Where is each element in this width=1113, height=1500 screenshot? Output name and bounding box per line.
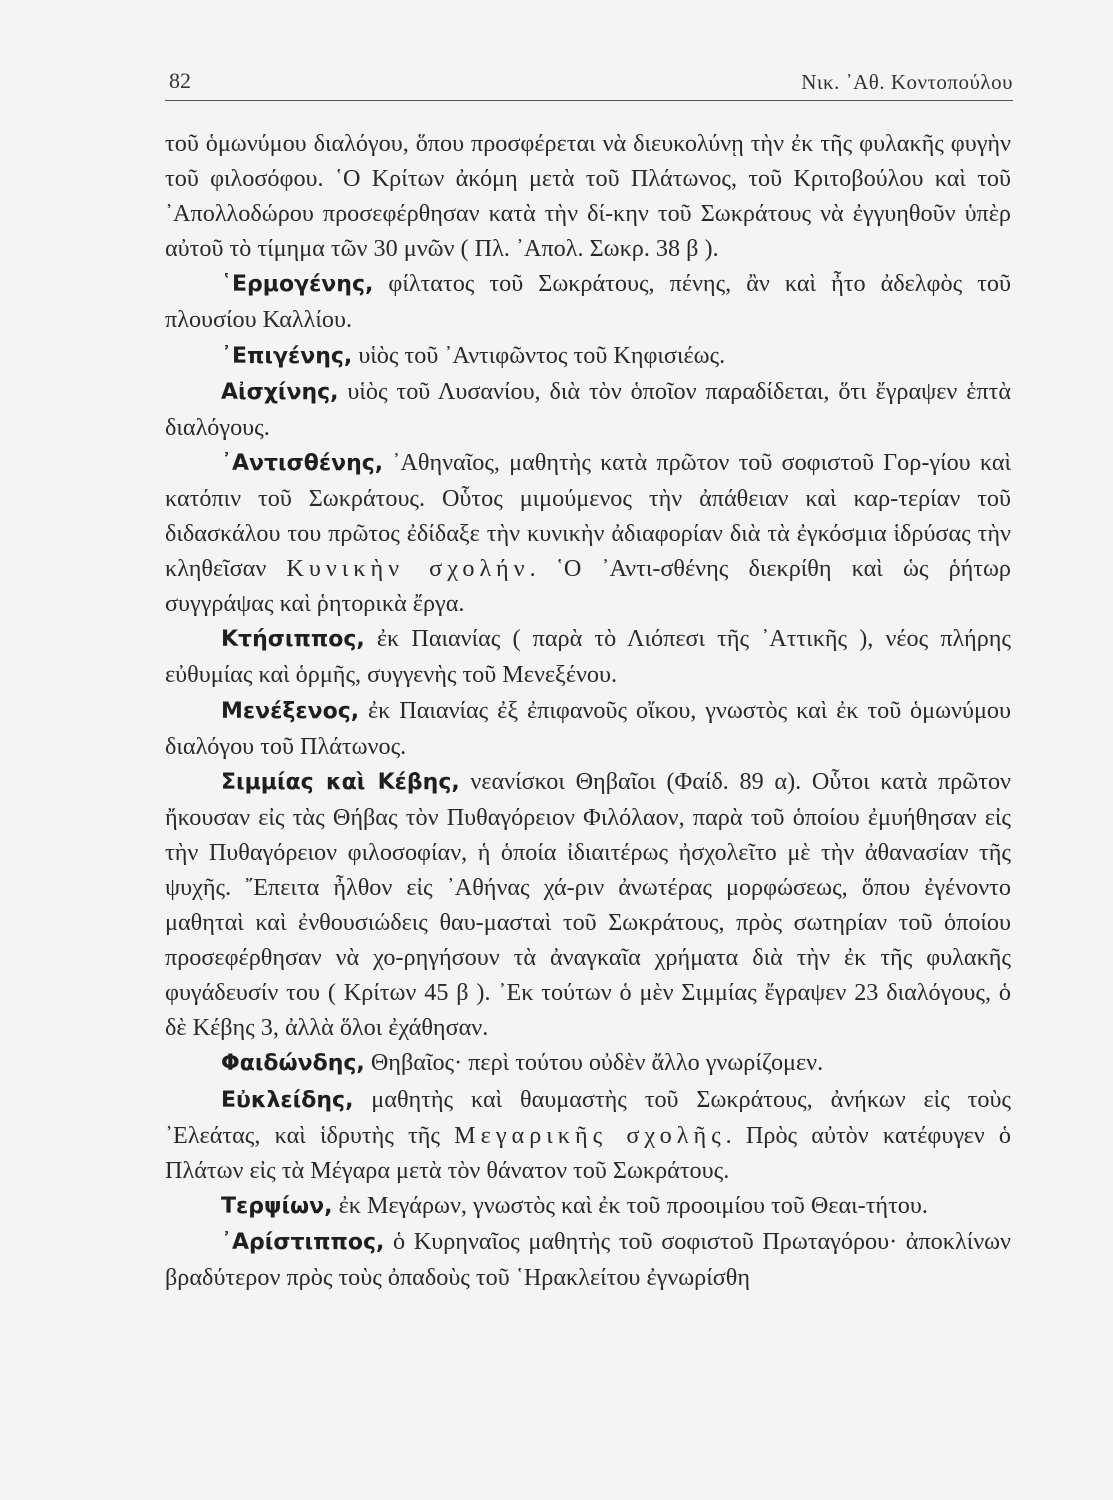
entry-term: ᾿Αντισθένης, (221, 450, 384, 476)
entry-aristippus (165, 1224, 1011, 1295)
entry-epigenes (165, 338, 1011, 374)
entry-text: νεανίσκοι Θηβαῖοι (Φαίδ. 89 α). Οὗτοι κατὰ πρῶτον ἤκουσαν εἰς τὰς Θήβας τὸν Πυθαγόρειον Φιλόλαον, παρὰ τοῦ ὁποίου ἐμυήθησαν εἰς τὴν Πυθαγόρειον φιλοσοφίαν, ἡ ὁποία ἰδιαιτέρως ἠσχολεῖτο μὲ τὴν ἀθανασίαν τῆς ψυχῆς. ῎Επειτα ἦλθον εἰς ᾿Αθήνας χά-ριν ἀνωτέρας μορφώσεως, ὅπου ἐγένοντο μαθηταὶ καὶ ἐνθουσιώδεις θαυ-μασταὶ τοῦ Σωκράτους, πρὸς σωτηρίαν τοῦ ὁποίου προσεφέρθησαν νὰ χο-ρηγήσουν τὰ ἀναγκαῖα χρήματα διὰ τὴν ἐκ τῆς φυλακῆς φυγάδευσίν του ( Κρίτων 45 β ). ᾿Εκ τούτων ὁ μὲν Σιμμίας ἔγραψεν 23 διαλόγους, ὁ δὲ Κέβης 3, ἀλλὰ ὅλοι ἐχάθησαν. (165, 767, 1011, 1042)
entry-aeschines (165, 374, 1011, 445)
entry-menexenus (165, 693, 1011, 764)
entry-text-after: . Πρὸς αὐτὸν κατέφυγεν ὁ Πλάτων εἰς τὰ Μέγαρα μετὰ τὸν θάνατον τοῦ Σωκράτους. (165, 1121, 1012, 1184)
entry-term: Εὐκλείδης, (221, 1087, 354, 1113)
page-header (165, 60, 1013, 101)
entry-phaedondes (165, 1045, 1011, 1081)
entry-text: ἐκ Παιανίας ( παρὰ τὸ Λιόπεσι τῆς ᾿Αττικῆς ), νέος πλήρης εὐθυμίας καὶ ὁρμῆς, συγγενὴς τοῦ Μενεξένου. (165, 625, 1011, 689)
page-number: 82 (169, 68, 191, 93)
running-head: Νικ. ᾿Αθ. Κοντοπούλου (801, 70, 1013, 94)
entry-term: Μενέξενος, (221, 698, 360, 724)
paragraph-continuation: τοῦ ὁμωνύμου διαλόγου, ὅπου προσφέρεται νὰ διευκολύνῃ τὴν ἐκ τῆς φυλακῆς φυγὴν τοῦ φιλοσόφου. ῾Ο Κρίτων ἀκόμη μετὰ τοῦ Πλάτωνος, τοῦ Κριτοβούλου καὶ τοῦ ᾿Απολλοδώρου προσεφέρθησαν κατὰ τὴν δί-κην τοῦ Σωκράτους νὰ ἐγγυηθοῦν ὑπὲρ αὐτοῦ τὸ τίμημα τῶν 30 μνῶν ( Πλ. ᾿Απολ. Σωκρ. 38 β ). (165, 130, 1011, 263)
entry-text: ἐκ Μεγάρων, γνωστὸς καὶ ἐκ τοῦ προοιμίου τοῦ Θεαι-τήτου. (332, 1191, 928, 1219)
entry-text: ἐκ Παιανίας ἐξ ἐπιφανοῦς οἴκου, γνωστὸς καὶ ἐκ τοῦ ὁμωνύμου διαλόγου τοῦ Πλάτωνος. (165, 696, 1011, 760)
entry-text-after: . ῾Ο ᾿Αντι-σθένης διεκρίθη καὶ ὡς ῥήτωρ συγγράψας καὶ ῥητορικὰ ἔργα. (165, 555, 1012, 618)
entry-antisthenes (165, 445, 1011, 621)
entry-text: υἱὸς τοῦ Λυσανίου, διὰ τὸν ὁποῖον παραδίδεται, ὅτι ἔγραψεν ἑπτὰ διαλόγους. (165, 377, 1011, 441)
entry-text: Θηβαῖος· περὶ τούτου οὐδὲν ἄλλο γνωρίζομεν. (364, 1049, 824, 1077)
entry-term: Σιμμίας καὶ Κέβης, (221, 769, 460, 795)
entry-euclides (165, 1082, 1011, 1188)
entry-hermogenes (165, 266, 1011, 337)
entry-text: φίλτατος τοῦ Σωκράτους, πένης, ἂν καὶ ἦτο ἀδελφὸς τοῦ πλουσίου Καλλίου. (165, 270, 1011, 334)
entry-term: ᾿Αρίστιππος, (221, 1229, 385, 1255)
entry-term: ῾Ερμογένης, (221, 272, 374, 298)
entry-term: Τερψίων, (221, 1193, 333, 1219)
entry-simmias-cebes (165, 764, 1011, 1046)
body-text (165, 126, 1011, 1295)
entry-text: ᾿Αθηναῖος, μαθητὴς κατὰ πρῶτον τοῦ σοφιστοῦ Γορ-γίου καὶ κατόπιν τοῦ Σωκράτους. Οὗτος μιμούμενος τὴν ἀπάθειαν καὶ καρ-τερίαν τοῦ διδασκάλου του πρῶτος ἐδίδαξε τὴν κυνικὴν ἀδιαφορίαν διὰ τὰ ἐγκόσμια ἱδρύσας τὴν κληθεῖσαν (165, 448, 1011, 583)
entry-text: μαθητὴς καὶ θαυμαστὴς τοῦ Σωκράτους, ἀνήκων εἰς τοὺς ᾿Ελεάτας, καὶ ἱδρυτὴς τῆς (165, 1085, 1011, 1149)
entry-ctesippus (165, 621, 1011, 692)
entry-text: ὁ Κυρηναῖος μαθητὴς τοῦ σοφιστοῦ Πρωταγόρου· ἀποκλίνων βραδύτερον πρὸς τοὺς ὀπαδοὺς τοῦ ῾Ηρακλείτου ἐγνωρίσθη (165, 1227, 1011, 1291)
entry-terpsion (165, 1188, 1011, 1224)
spaced-emphasis: Μεγαρικῆς σχολῆς (454, 1121, 726, 1149)
entry-term: ᾿Επιγένης, (221, 343, 353, 369)
spaced-emphasis: Κυνικὴν σχολήν (286, 555, 530, 583)
entry-term: Κτήσιππος, (221, 627, 365, 653)
entry-term: Φαιδώνδης, (221, 1051, 365, 1077)
entry-term: Αἰσχίνης, (221, 379, 339, 405)
entry-text: υἱὸς τοῦ ᾿Αντιφῶντος τοῦ Κηφισιέως. (352, 341, 726, 369)
